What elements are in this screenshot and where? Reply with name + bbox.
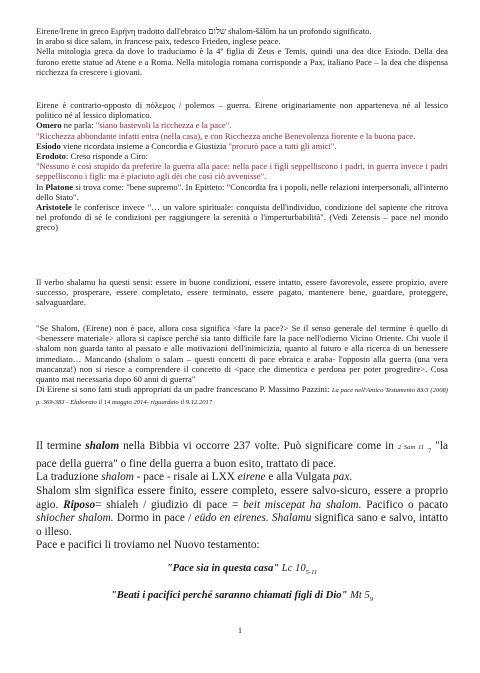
- erodoto-line: Erodoto: Creso risponde a Ciro:: [36, 151, 149, 162]
- ricchezza-quote: "Ricchezza abbondante infatti entra (nella casa), e con Ricchezza anche Benevolenza fiorente e la buona pace.: [36, 130, 416, 141]
- quote-lc: "Pace sia in questa casa" Lc $10_{5-11}$: [166, 563, 318, 577]
- bibbia-line-3: La traduzione shalom - pace - risale ai LXX eirene e alla Vulgata pax.: [36, 471, 353, 484]
- bibbia-line-5: Pace e pacifici li troviamo nel Nuovo testamento:: [36, 539, 260, 552]
- bibbia-line-1: Il termine shalom nella Bibbia vi occorre 237 volte. Può significare come in 2 Sam 11 $_7$ "la pace della guerra" o fine della guerra a buon esito, trattato di pace.: [36, 440, 448, 470]
- paragraph-intro: [36, 26, 448, 77]
- aristotele-line: Aristotele le conferisce invece "… un valore spirituale: conquista dell'individuo, condizione del sapiente che ritrova nel profondo di sé le condizioni per raggiungere la serenità o l'imperturbabilità". (Vedi Zetensis – pace nel mondo greco): [36, 202, 448, 233]
- polemos-text: Eirene è contrario-opposto di πόλεμος / polemos – guerra. Eirene originariamente non apparteneva né al lessico politico né al lessico diplomatico.: [36, 100, 448, 121]
- esiodo-line: Esiodo viene ricordata insieme a Concordia e Giustizia "procurò pace a tutti gli amici".: [36, 140, 337, 151]
- intro-line-1: Eirene/Irene in greco Ειρήνη tradotto dall'ebraico שלום shalom-šālōm ha un profondo significato.: [36, 26, 372, 36]
- paragraph-classics: [36, 100, 448, 233]
- intro-line-2: In arabo si dice salam, in francese paix, tedesco Frieden, inglese peace.: [36, 36, 281, 47]
- page-number: 1: [238, 626, 242, 635]
- source-line: Di Eirene si sono fatti studi appropriati da un padre francescano P. Massimo Pazzini: La pace nell'Antico Testamento 83/3 (2008) p. 369-383 - Elaborato il 14 maggio 2014- riguardato il 9.12.2017: [36, 384, 448, 407]
- erodoto-quote: "Nessuno è così stupido da preferire la guerra alla pace: nella pace i figli seppelliscono i padri, in guerra invece i padri seppelliscono i figli: ma è piaciuto agli dèi che così ciò avvenisse".: [36, 161, 448, 182]
- paragraph-shalamu: Il verbo shalamu ha questi sensi: essere in buone condizioni, essere intatto, essere favorevole, essere propizio, avere successo, prosperare, essere completato, essere terminato, essere pagato, mantenere bene, guardare, proteggere, salvaguardare.: [36, 277, 448, 308]
- omero-line: Omero ne parla: "siano bastevoli la ricchezza e la pace".: [36, 120, 232, 131]
- paragraph-bibbia: [36, 440, 448, 553]
- paragraph-pace-quote: [36, 323, 448, 409]
- bibbia-line-4: Shalom slm significa essere finito, essere completo, essere salvo-sicuro, essere a proprio agio. Riposo= shialeh / giudizio di pace = beit miscepat ha shalom. Pacifico o pacato shiocher shalom. Dormo in pace / eüdo en eirenes. Shalamu significa sano e salvo, intatto o illeso.: [36, 485, 448, 538]
- platone-line: In Platone si trova come: "bene supremo". In Epitteto: "Concordia fra i popoli, nelle relazioni interpersonali, all'interno dello Stato".: [36, 181, 448, 202]
- intro-line-3: Nella mitologia greca da dove lo traduciamo è la 4ª figlia di Zeus e Temis, quindi una dea dice Esiodo. Della dea furono erette statue ad Atene e a Roma. Nella mitologia romana corrisponde a Pax, italiano Pace – la dea che dispensa ricchezza fa crescere i giovani.: [36, 46, 448, 77]
- shalom-quote: "Se Shalom, (Eirene) non è pace, allora cosa significa <fare la pace?> Se il senso generale del termine è quello di <benessere materiale> allora si capisce perché sia tanto difficile fare la pace nell'odierno Vicino Oriente. Chi vuole il shalom non guarda tanto al passato e alle motivazioni dell'inimicizia, quanto al futuro e alla ricerca di un benessere immediato… Mancando (shalom o salam – questi concetti di pace ebraica e araba- l'opposto alla guerra (una vera mancanza!) non si riesce a comprendere il concetto di <pace che dimentica e perdona per poter progredire>. Cosa quanto mai necessaria dopo 60 anni di guerra": [36, 323, 448, 385]
- quote-mt: "Beati i pacifici perché saranno chiamati figli di Dio" Mt $5_9$: [110, 590, 374, 604]
